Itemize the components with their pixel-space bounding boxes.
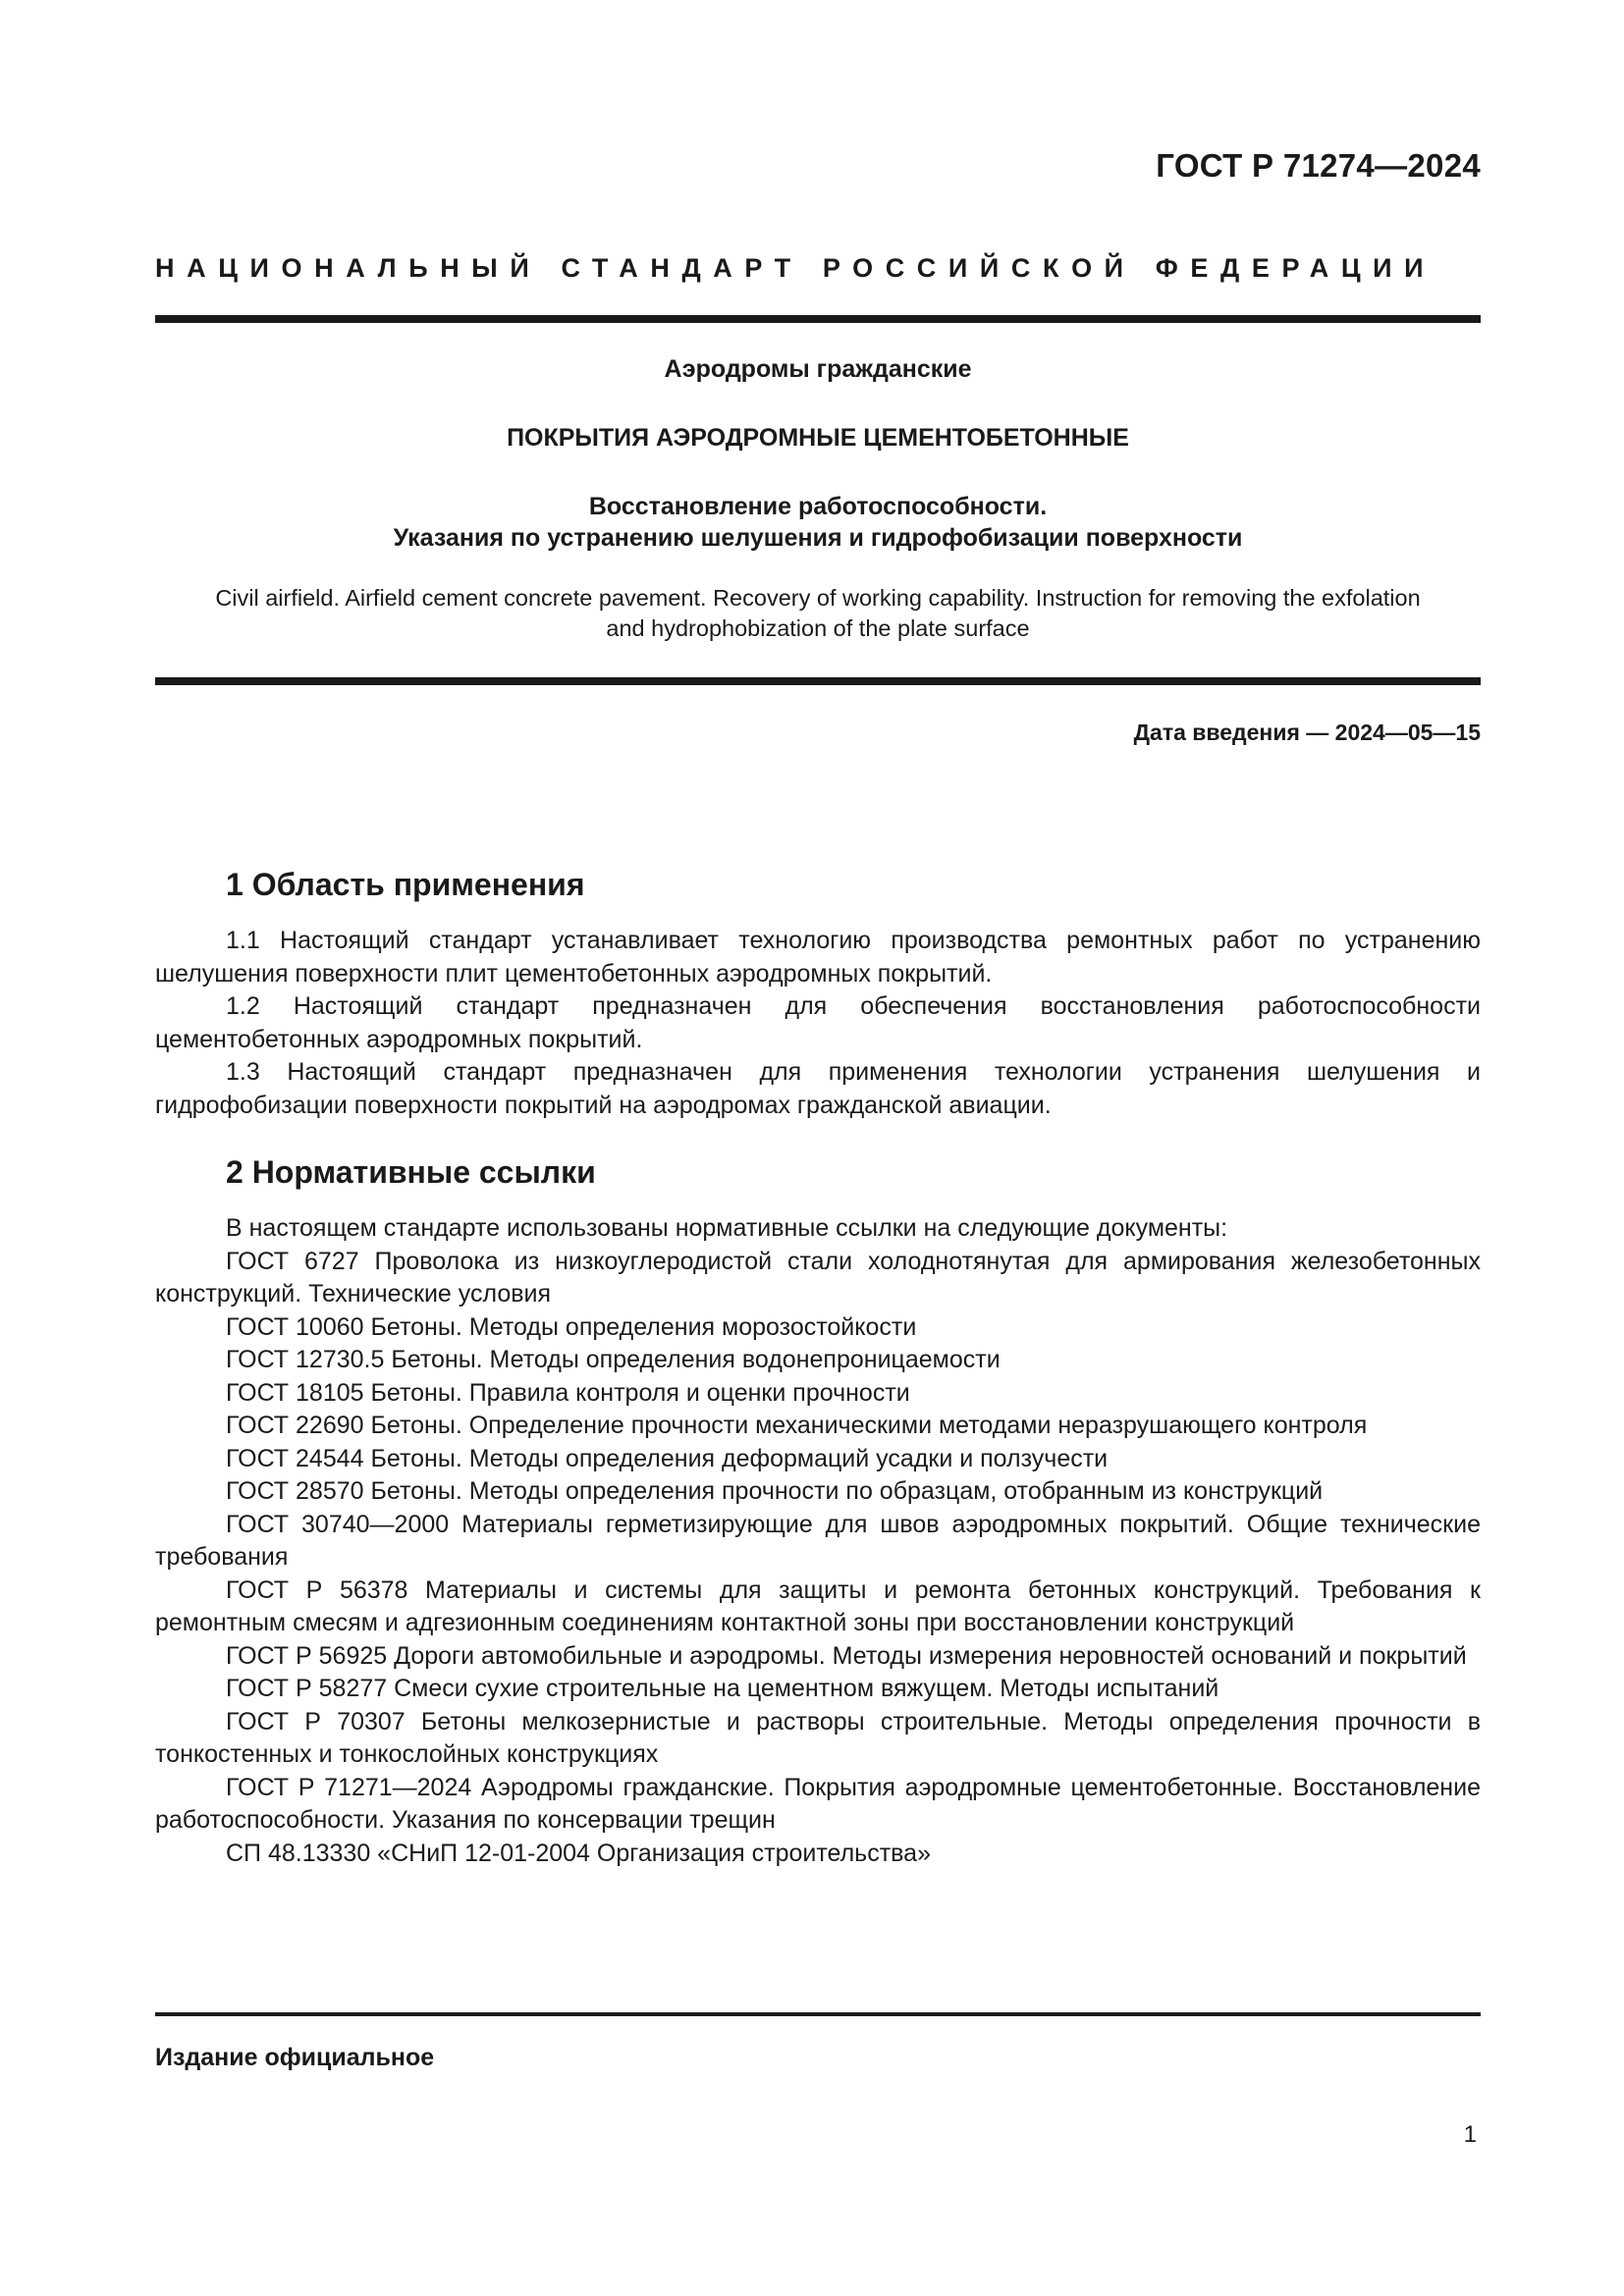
title-line-3b: Указания по устранению шелушения и гидрофобизации поверхности xyxy=(393,524,1243,552)
reference-item: ГОСТ Р 71271—2024 Аэродромы гражданские. Покрытия аэродромные цементобетонные. Восстановление работоспособности. Указания по консервации трещин xyxy=(155,1773,1481,1834)
section-2-heading: 2 Нормативные ссылки xyxy=(226,1154,596,1190)
english-title-b: and hydrophobization of the plate surface xyxy=(606,615,1030,641)
title-line-3a: Восстановление работоспособности. xyxy=(588,493,1048,520)
document-body xyxy=(155,864,1481,1870)
top-rule xyxy=(155,315,1481,323)
paragraph-1-1: 1.1 Настоящий стандарт устанавливает технологию производства ремонтных работ по устранению шелушения поверхности плит цементобетонных аэродромных покрытий. xyxy=(155,927,1481,988)
paragraph-1-2: 1.2 Настоящий стандарт предназначен для обеспечения восстановления работоспособности цементобетонных аэродромных покрытий. xyxy=(155,992,1481,1053)
footer-rule xyxy=(155,2012,1481,2016)
intro-date: Дата введения — 2024—05—15 xyxy=(1133,720,1481,745)
page-number: 1 xyxy=(1463,2121,1477,2148)
reference-item: ГОСТ Р 56925 Дороги автомобильные и аэродромы. Методы измерения неровностей оснований и покрытий xyxy=(226,1641,1467,1670)
title-line-2: ПОКРЫТИЯ АЭРОДРОМНЫЕ ЦЕМЕНТОБЕТОННЫЕ xyxy=(507,424,1129,452)
reference-item: ГОСТ 18105 Бетоны. Правила контроля и оценки прочности xyxy=(226,1378,910,1407)
document-number: ГОСТ Р 71274—2024 xyxy=(1156,147,1481,184)
document-page xyxy=(155,0,1481,2296)
reference-item: СП 48.13330 «СНиП 12-01-2004 Организация строительства» xyxy=(226,1839,931,1867)
paragraph-1-3: 1.3 Настоящий стандарт предназначен для применения технологии устранения шелушения и гидрофобизации поверхности покрытий на аэродромах гражданской авиации. xyxy=(155,1058,1481,1119)
english-title-a: Civil airfield. Airfield cement concrete pavement. Recovery of working capability. Instruction for removing the exfolation xyxy=(215,585,1421,611)
reference-item: ГОСТ 12730.5 Бетоны. Методы определения водонепроницаемости xyxy=(226,1346,1001,1373)
references-intro: В настоящем стандарте использованы нормативные ссылки на следующие документы: xyxy=(226,1214,1228,1242)
official-edition-label: Издание официальное xyxy=(155,2044,435,2071)
reference-item: ГОСТ 6727 Проволока из низкоуглеродистой стали холоднотянутая для армирования железобетонных конструкций. Технические условия xyxy=(155,1247,1481,1308)
reference-item: ГОСТ 24544 Бетоны. Методы определения деформаций усадки и ползучести xyxy=(226,1444,1109,1472)
section-1-heading: 1 Область применения xyxy=(226,867,585,902)
reference-item: ГОСТ 22690 Бетоны. Определение прочности механическими методами неразрушающего контроля xyxy=(226,1412,1368,1439)
reference-item: ГОСТ Р 58277 Смеси сухие строительные на цементном вяжущем. Методы испытаний xyxy=(226,1675,1219,1702)
reference-item: ГОСТ 28570 Бетоны. Методы определения прочности по образцам, отобранным из конструкций xyxy=(226,1477,1324,1505)
title-line-1: Аэродромы гражданские xyxy=(664,355,972,383)
title-block xyxy=(155,353,1481,644)
reference-item: ГОСТ Р 56378 Материалы и системы для защиты и ремонта бетонных конструкций. Требования к ремонтным смесям и адгезионным соединениям контактной зоны при восстановлении конструкций xyxy=(155,1575,1481,1636)
title-rule xyxy=(155,677,1481,685)
reference-item: ГОСТ 30740—2000 Материалы герметизирующие для швов аэродромных покрытий. Общие технические требования xyxy=(155,1510,1481,1571)
reference-item: ГОСТ 10060 Бетоны. Методы определения морозостойкости xyxy=(226,1312,917,1341)
reference-item: ГОСТ Р 70307 Бетоны мелкозернистые и растворы строительные. Методы определения прочности в тонкостенных и тонкослойных конструкциях xyxy=(155,1707,1481,1768)
national-standard-banner: НАЦИОНАЛЬНЫЙ СТАНДАРТ РОССИЙСКОЙ ФЕДЕРАЦИИ xyxy=(155,253,1436,283)
